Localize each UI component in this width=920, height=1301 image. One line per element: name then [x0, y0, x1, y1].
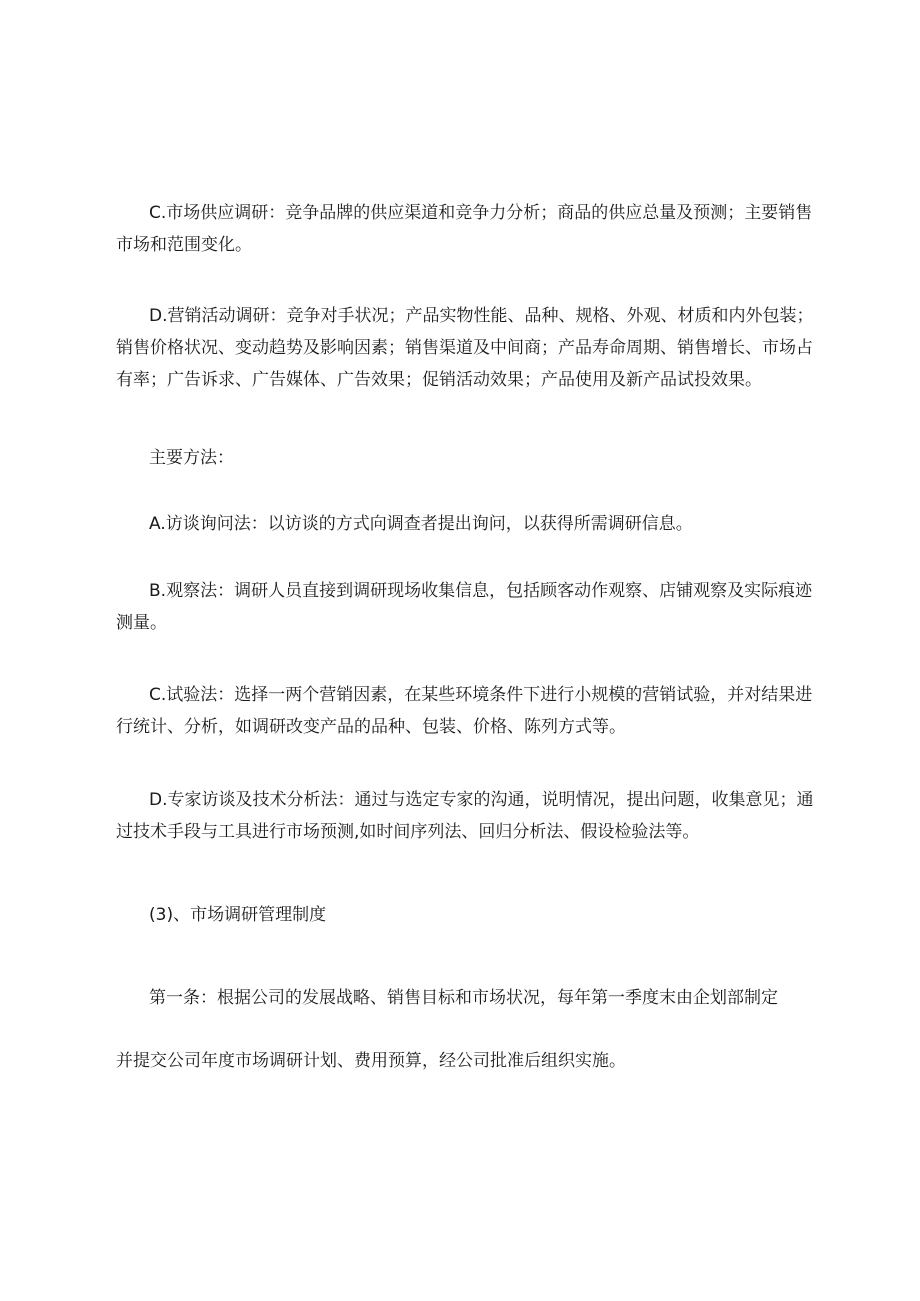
paragraph-observation-method: B.观察法：调研人员直接到调研现场收集信息，包括顾客动作观察、店铺观察及实际痕迹测量。: [116, 581, 813, 633]
paragraph-market-supply: C.市场供应调研：竞争品牌的供应渠道和竞争力分析；商品的供应总量及预测；主要销售市场和范围变化。: [116, 203, 813, 255]
paragraph-experiment-method: C.试验法：选择一两个营销因素，在某些环境条件下进行小规模的营销试验，并对结果进行统计、分析，如调研改变产品的品种、包装、价格、陈列方式等。: [116, 685, 813, 737]
paragraph-marketing-activity: D.营销活动调研：竞争对手状况；产品实物性能、品种、规格、外观、材质和内外包装；销售价格状况、变动趋势及影响因素；销售渠道及中间商；产品寿命周期、销售增长、市场占有率；广告诉求、广告媒体、广告效果；促销活动效果；产品使用及新产品试投效果。: [116, 306, 814, 390]
paragraph-article-one: 第一条：根据公司的发展战略、销售目标和市场状况，每年第一季度末由企划部制定: [149, 988, 778, 1008]
section-heading-research-management: (3)、市场调研管理制度: [149, 905, 327, 925]
paragraph-main-methods-heading: 主要方法：: [149, 448, 234, 468]
paragraph-interview-method: A.访谈询问法：以访谈的方式向调查者提出询问，以获得所需调研信息。: [149, 514, 693, 534]
paragraph-expert-method: D.专家访谈及技术分析法：通过与选定专家的沟通，说明情况，提出问题，收集意见；通过技术手段与工具进行市场预测,如时间序列法、回归分析法、假设检验法等。: [116, 790, 814, 842]
paragraph-article-one-continuation: 并提交公司年度市场调研计划、费用预算，经公司批准后组织实施。: [116, 1051, 626, 1071]
